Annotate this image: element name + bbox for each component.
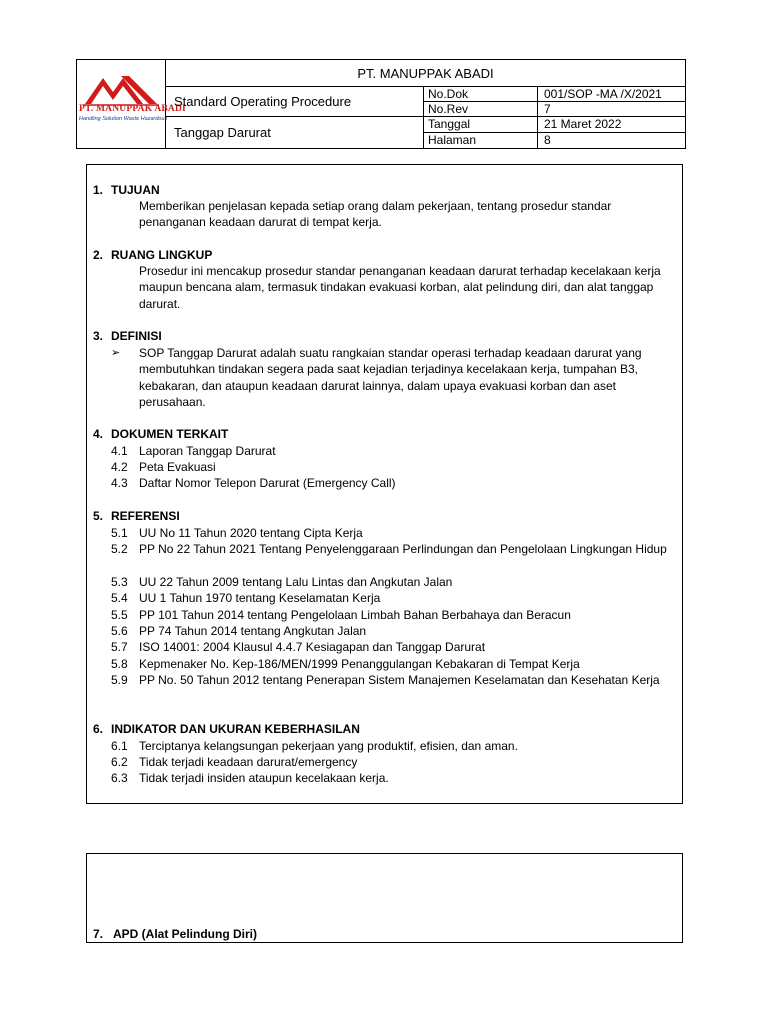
meta-row-no-rev	[424, 102, 685, 117]
meta-label: Halaman	[424, 133, 538, 148]
document-type: Standard Operating Procedure	[166, 87, 424, 117]
section-number: 2.	[93, 248, 104, 262]
item-number: 5.6	[111, 624, 128, 638]
meta-row-no-dok	[424, 87, 685, 102]
item-text: Daftar Nomor Telepon Darurat (Emergency Call)	[139, 476, 396, 490]
section-number: 7.	[93, 927, 104, 941]
meta-row-tanggal	[424, 117, 685, 133]
item-number: 4.2	[111, 460, 128, 474]
section-heading-referensi	[93, 508, 180, 524]
item-text: PP No. 50 Tahun 2012 tentang Penerapan Sistem Manajemen Keselamatan dan Kesehatan Kerja	[139, 673, 660, 687]
list-item	[111, 770, 389, 786]
list-item	[111, 607, 571, 623]
apd-content-box	[86, 853, 683, 943]
list-item	[111, 656, 580, 672]
item-number: 5.4	[111, 591, 128, 605]
item-text: Tidak terjadi insiden ataupun kecelakaan kerja.	[139, 771, 389, 785]
meta-value: 7	[544, 102, 551, 116]
section-title: DEFINISI	[111, 329, 162, 343]
list-item	[111, 623, 366, 639]
section-number: 6.	[93, 722, 104, 736]
item-text: Laporan Tanggap Darurat	[139, 444, 276, 458]
list-item	[111, 639, 485, 655]
roof-logo-icon	[81, 72, 161, 106]
section-title: INDIKATOR DAN UKURAN KEBERHASILAN	[111, 722, 360, 736]
section-title: TUJUAN	[111, 183, 160, 197]
list-item	[111, 672, 671, 688]
item-text: UU No 11 Tahun 2020 tentang Cipta Kerja	[139, 526, 363, 540]
item-text: UU 1 Tahun 1970 tentang Keselamatan Kerja	[139, 591, 381, 605]
list-item	[111, 541, 671, 557]
meta-value: 8	[544, 133, 551, 147]
item-text: ISO 14001: 2004 Klausul 4.4.7 Kesiagapan dan Tanggap Darurat	[139, 640, 486, 654]
list-item	[111, 475, 396, 491]
section-heading-tujuan	[93, 182, 160, 198]
section-number: 1.	[93, 183, 104, 197]
item-number: 5.9	[111, 673, 128, 687]
section-number: 3.	[93, 329, 104, 343]
section-number: 4.	[93, 427, 104, 441]
item-number: 6.3	[111, 771, 128, 785]
item-text: Terciptanya kelangsungan pekerjaan yang produktif, efisien, dan aman.	[139, 739, 518, 753]
item-number: 5.5	[111, 608, 128, 622]
company-name: PT. MANUPPAK ABADI	[166, 60, 685, 87]
list-item	[111, 443, 276, 459]
item-number: 4.3	[111, 476, 128, 490]
section-heading-definisi	[93, 328, 162, 344]
meta-label: No.Rev	[424, 102, 538, 116]
document-header	[76, 59, 686, 149]
item-number: 5.1	[111, 526, 128, 540]
section-heading-dokumen-terkait	[93, 426, 228, 442]
item-number: 5.2	[111, 542, 128, 556]
logo-company-name: PT. MANUPPAK ABADI	[79, 104, 186, 114]
meta-value: 21 Maret 2022	[544, 117, 622, 131]
company-logo	[77, 60, 186, 148]
section-title: REFERENSI	[111, 509, 180, 523]
item-number: 5.8	[111, 657, 128, 671]
item-text: PP 74 Tahun 2014 tentang Angkutan Jalan	[139, 624, 367, 638]
section-heading-indikator	[93, 721, 360, 737]
list-item	[111, 754, 357, 770]
section-title: APD (Alat Pelindung Diri)	[113, 927, 257, 941]
list-item	[111, 525, 363, 541]
section-heading-apd	[93, 927, 257, 941]
section-heading-ruang-lingkup	[93, 247, 212, 263]
item-text: Peta Evakuasi	[139, 460, 216, 474]
section-number: 5.	[93, 509, 104, 523]
item-number: 4.1	[111, 444, 128, 458]
item-text: Tidak terjadi keadaan darurat/emergency	[139, 755, 358, 769]
item-number: 5.3	[111, 575, 128, 589]
meta-label: No.Dok	[424, 87, 538, 101]
list-item	[111, 738, 518, 754]
meta-label: Tanggal	[424, 117, 538, 132]
meta-row-halaman	[424, 133, 685, 148]
item-text: UU 22 Tahun 2009 tentang Lalu Lintas dan Angkutan Jalan	[139, 575, 453, 589]
item-text: PP No 22 Tahun 2021 Tentang Penyelenggaraan Perlindungan dan Pengelolaan Lingkungan Hidup	[139, 542, 667, 556]
ruang-lingkup-text: Prosedur ini mencakup prosedur standar penanganan keadaan darurat terhadap kecelakaan kerja maupun bencana alam, termasuk tindakan evakuasi korban, alat pelindung diri, dan alat tanggap darurat.	[139, 264, 661, 311]
item-number: 6.1	[111, 739, 128, 753]
section-title: RUANG LINGKUP	[111, 248, 213, 262]
item-number: 6.2	[111, 755, 128, 769]
arrow-bullet-icon: ➢	[111, 347, 121, 359]
document-subject: Tanggap Darurat	[166, 117, 424, 148]
meta-value: 001/SOP -MA /X/2021	[544, 87, 662, 101]
sop-content-box	[86, 164, 683, 804]
tujuan-text: Memberikan penjelasan kepada setiap orang dalam pekerjaan, tentang prosedur standar penanganan keadaan darurat di tempat kerja.	[139, 199, 612, 230]
item-number: 5.7	[111, 640, 128, 654]
list-item	[111, 574, 452, 590]
item-text: Kepmenaker No. Kep-186/MEN/1999 Penanggulangan Kebakaran di Tempat Kerja	[139, 657, 580, 671]
list-item	[111, 590, 380, 606]
item-text: PP 101 Tahun 2014 tentang Pengelolaan Limbah Bahan Berbahaya dan Beracun	[139, 608, 571, 622]
section-title: DOKUMEN TERKAIT	[111, 427, 229, 441]
definisi-text: SOP Tanggap Darurat adalah suatu rangkaian standar operasi terhadap keadaan darurat yang membutuhkan tindakan segera pada saat kejadian terjadinya kecelakaan kerja, tumpahan B3, kebakaran, dan ataupun keadaan darurat lainnya, dalam upaya evakuasi korban dan aset perusahaan.	[139, 346, 642, 410]
logo-tagline: Handling Solution Waste Hazardous	[79, 116, 168, 122]
list-item	[111, 459, 216, 475]
